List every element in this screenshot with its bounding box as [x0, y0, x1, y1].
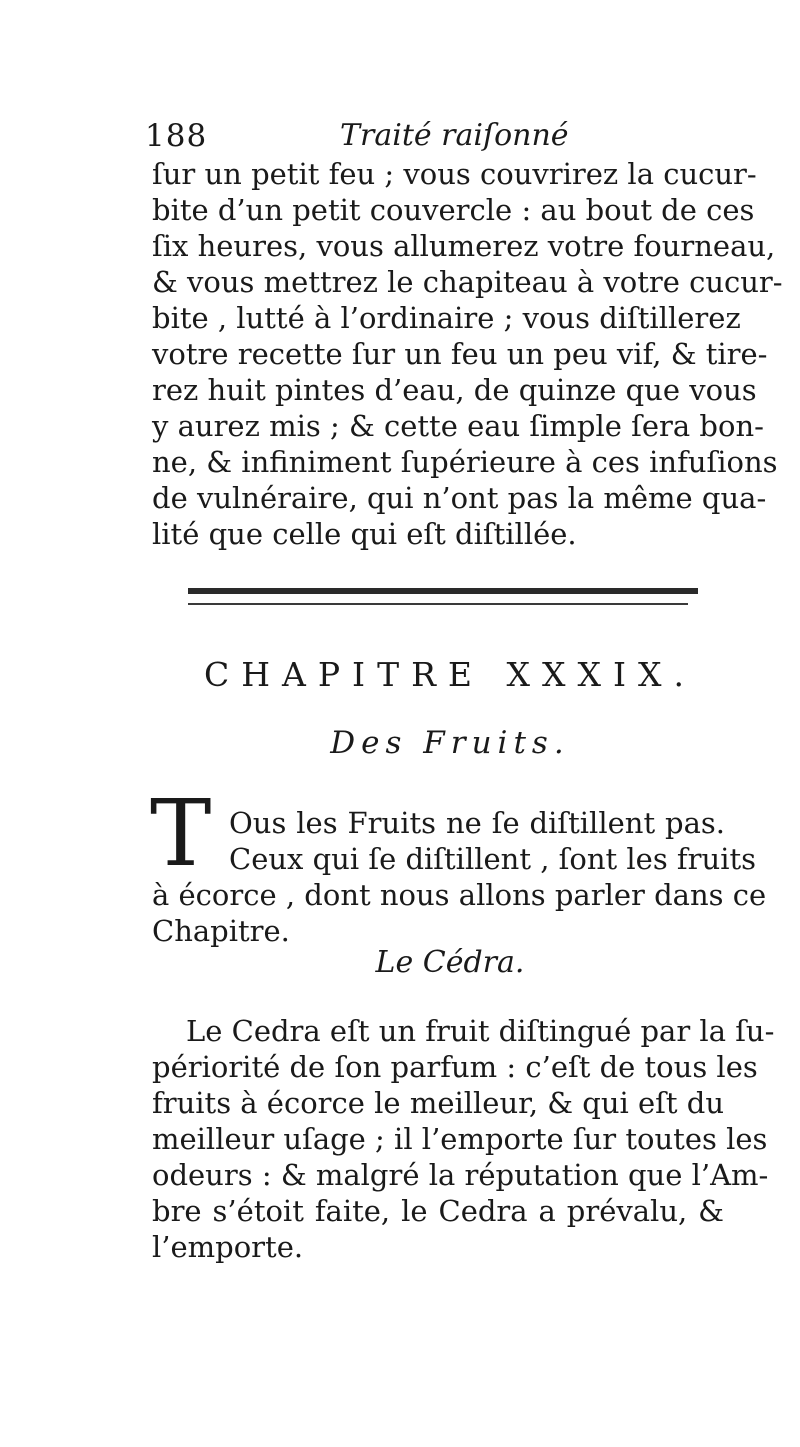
ornamental-rule-thick — [188, 588, 698, 594]
text-line: Le Cedra eſt un fruit diſtingué par la ſu- — [186, 1014, 775, 1048]
text-line: fruits à écorce le meilleur, & qui eſt du — [152, 1086, 725, 1120]
text-line: lité que celle qui eſt diſtillée. — [152, 517, 577, 551]
chapter-heading: CHAPITRE XXXIX. — [203, 655, 697, 694]
text-line: bite , lutté à l’ordinaire ; vous diſtillerez — [152, 301, 741, 335]
text-line: périorité de ſon parfum : c’eſt de tous les — [152, 1050, 758, 1084]
text-line: odeurs : & malgré la réputation que l’Am- — [152, 1158, 769, 1192]
text-line: votre recette ſur un feu un peu vif, & tire- — [152, 337, 768, 371]
text-line: ſur un petit feu ; vous couvrirez la cucur- — [152, 157, 757, 191]
text-line: Ous les Fruits ne ſe diſtillent pas. — [229, 806, 725, 840]
drop-cap: T — [150, 780, 212, 887]
paragraph-1 — [152, 156, 783, 552]
text-line: ne, & infiniment ſupérieure à ces infuſions — [152, 445, 778, 479]
paragraph-3 — [152, 1013, 775, 1265]
text-line: l’emporte. — [152, 1230, 304, 1264]
paragraph-2 — [152, 877, 767, 949]
text-line: & vous mettrez le chapiteau à votre cucur- — [152, 265, 783, 299]
text-line: Ceux qui ſe diſtillent , ſont les fruits — [229, 842, 757, 876]
ornamental-rule-thin — [188, 603, 688, 605]
text-line: bre s’étoit faite, le Cedra a prévalu, & — [152, 1194, 724, 1228]
chapter-subtitle: Des Fruits. — [330, 725, 570, 761]
text-line: Chapitre. — [152, 914, 290, 948]
text-line: à écorce , dont nous allons parler dans ce — [152, 878, 767, 912]
text-line: ſix heures, vous allumerez votre fourneau, — [152, 229, 776, 263]
page-number: 188 — [145, 118, 208, 154]
text-line: de vulnéraire, qui n’ont pas la même qua- — [152, 481, 767, 515]
text-line: y aurez mis ; & cette eau ſimple ſera bon- — [152, 409, 764, 443]
section-heading: Le Cédra. — [375, 945, 525, 980]
text-line: rez huit pintes d’eau, de quinze que vous — [152, 373, 757, 407]
text-line: bite d’un petit couvercle : au bout de ces — [152, 193, 755, 227]
running-head — [145, 118, 745, 158]
text-line: meilleur uſage ; il l’emporte ſur toutes les — [152, 1122, 768, 1156]
paragraph-2-opening — [229, 805, 757, 877]
running-title: Traité raiſonné — [340, 118, 569, 153]
